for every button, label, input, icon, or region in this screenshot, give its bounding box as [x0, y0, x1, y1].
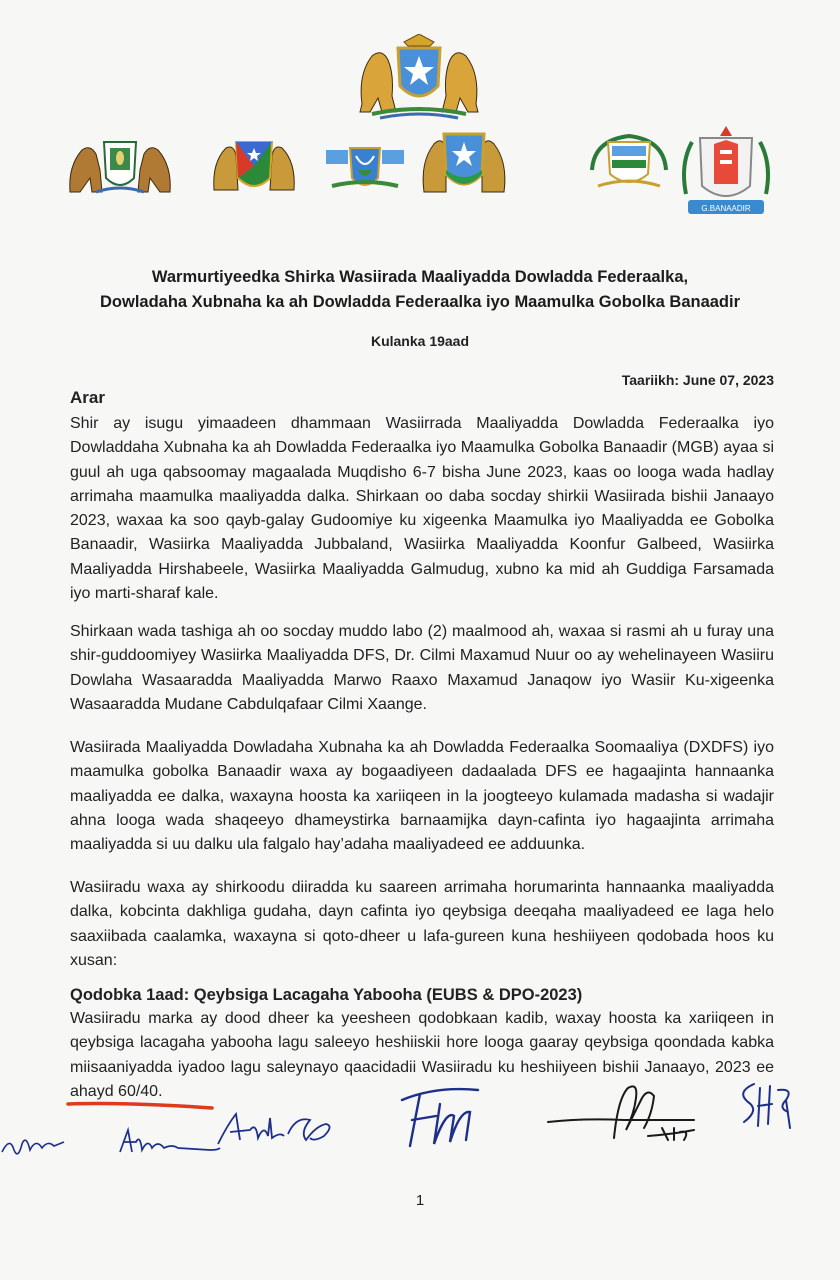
banaadir-emblem: [680, 124, 772, 220]
section-1-text: Wasiiradu marka ay dood dheer ka yeesheen qodobkaan kadib, waxay hoosta ka xariiqeen in qeybsiga lacagaha yabooha lagu saleeyo heshiiskii hore looga gaaray qeybsiga qoondada kabka miisaaniyadda iyadoo lagu saleynayo qaacidadii Wasiiradu ku heshiiyeen bishii Janaayo, 2023 ee ahayd 60/40.: [70, 1010, 774, 1100]
signature-4: [396, 1080, 492, 1152]
signature-6: [734, 1078, 800, 1132]
signature-3: [214, 1104, 344, 1152]
jubbaland-emblem: [208, 136, 300, 196]
page-number: 1: [415, 1192, 425, 1209]
puntland-emblem: [66, 136, 174, 196]
signature-1: [0, 1130, 70, 1160]
hirshabeele-emblem: [416, 126, 512, 198]
session-label: Kulanka 19aad: [370, 333, 470, 349]
banaadir-caption: G.BANAADIR: [701, 204, 751, 213]
galmudug-emblem: [322, 142, 408, 196]
red-underline-mark: [66, 1098, 216, 1112]
document-date: Taariikh: June 07, 2023: [621, 372, 774, 388]
intro-heading: Arar: [70, 388, 105, 407]
paragraph-2: Shirkaan wada tashiga ah oo socday muddo labo (2) maalmood ah, waxaa si rasmi ah u furay una shir-guddoomiyey Wasiirka Maaliyadda DFS, Dr. Cilmi Maxamud Nuur oo ay wehelinayeen Wasiiru Dowlaha Wasaaradda Maaliyadda Marwo Raaxo Maxamud Janaqow iyo Wasiir Ku-xigeenka Wasaaradda Mudane Cabdulqafaar Cilmi Xaange.: [70, 623, 774, 713]
signature-5: [544, 1078, 714, 1148]
paragraph-4: Wasiiradu waxa ay shirkoodu diiradda ku saareen arrimaha horumarinta hannaanka maaliyadda dalka, kobcinta dakhliga gudaha, dayn cafinta iyo qeybsiga deeqaha maaliyadeed ee laga helo saaxiibada caalamka, waxayna si qoto-dheer u lafa-gureen kuna heshiiyeen qodobada hoos ku xusan:: [70, 879, 774, 969]
south-west-emblem: [584, 130, 674, 192]
somalia-federal-emblem: [352, 34, 486, 120]
paragraph-3: Wasiirada Maaliyadda Dowladaha Xubnaha ka ah Dowladda Federaalka Soomaaliya (DXDFS) iyo maamulka gobolka Banaadir waxa ay bogaadiyeen dadaalada DFS ee hagaajinta hannaanka maaliyadda ee dalka, waxayna hoosta ka xariiqeen in la joogteeyo kulamada madasha si wadajir ahna looga wada shaqeeyo dhameystirka barnaamijka dayn-cafinta iyo hagaajinta arrimaha maaliyadda si uu dalku ula falgalo hay’adaha maaliyadeed ee adduunka.: [70, 739, 774, 854]
paragraph-1: Shir ay isugu yimaadeen dhammaan Wasiirrada Maaliyadda Dowladda Federaalka iyo Dowladdaha Xubnaha ka ah Dowladda Federaalka iyo Maamulka Gobolka Banaadir (MGB) ayaa si guul ah uga qabsoomay magaalada Muqdisho 6-7 bisha June 2023, kaas oo looga wada hadlay arrimaha maamulka maaliyadda dalka. Shirkaan oo daba socday shirkii Wasiirada bishii Janaayo 2023, waxaa ka soo qayb-galay Gudoomiye ku xigeenka Maamulka iyo Maaliyadda ee Gobolka Banaadir, Wasiirka Maaliyadda Jubbaland, Wasiirka Maaliyadda Koonfur Galbeed, Wasiirka Maaliyadda Hirshabeele, Wasiirka Maaliyadda Galmudug, xubno ka mid ah Guddiga Farsamada iyo marti-sharaf kale.: [70, 415, 774, 603]
title-line-2: Dowladaha Xubnaha ka ah Dowladda Federaalka iyo Maamulka Gobolka Banaadir: [99, 293, 741, 311]
section-1-heading: Qodobka 1aad: Qeybsiga Lacagaha Yabooha (EUBS & DPO-2023): [70, 986, 583, 1004]
signature-2: [114, 1122, 224, 1162]
title-line-1: Warmurtiyeedka Shirka Wasiirada Maaliyadda Dowladda Federaalka,: [151, 268, 689, 286]
